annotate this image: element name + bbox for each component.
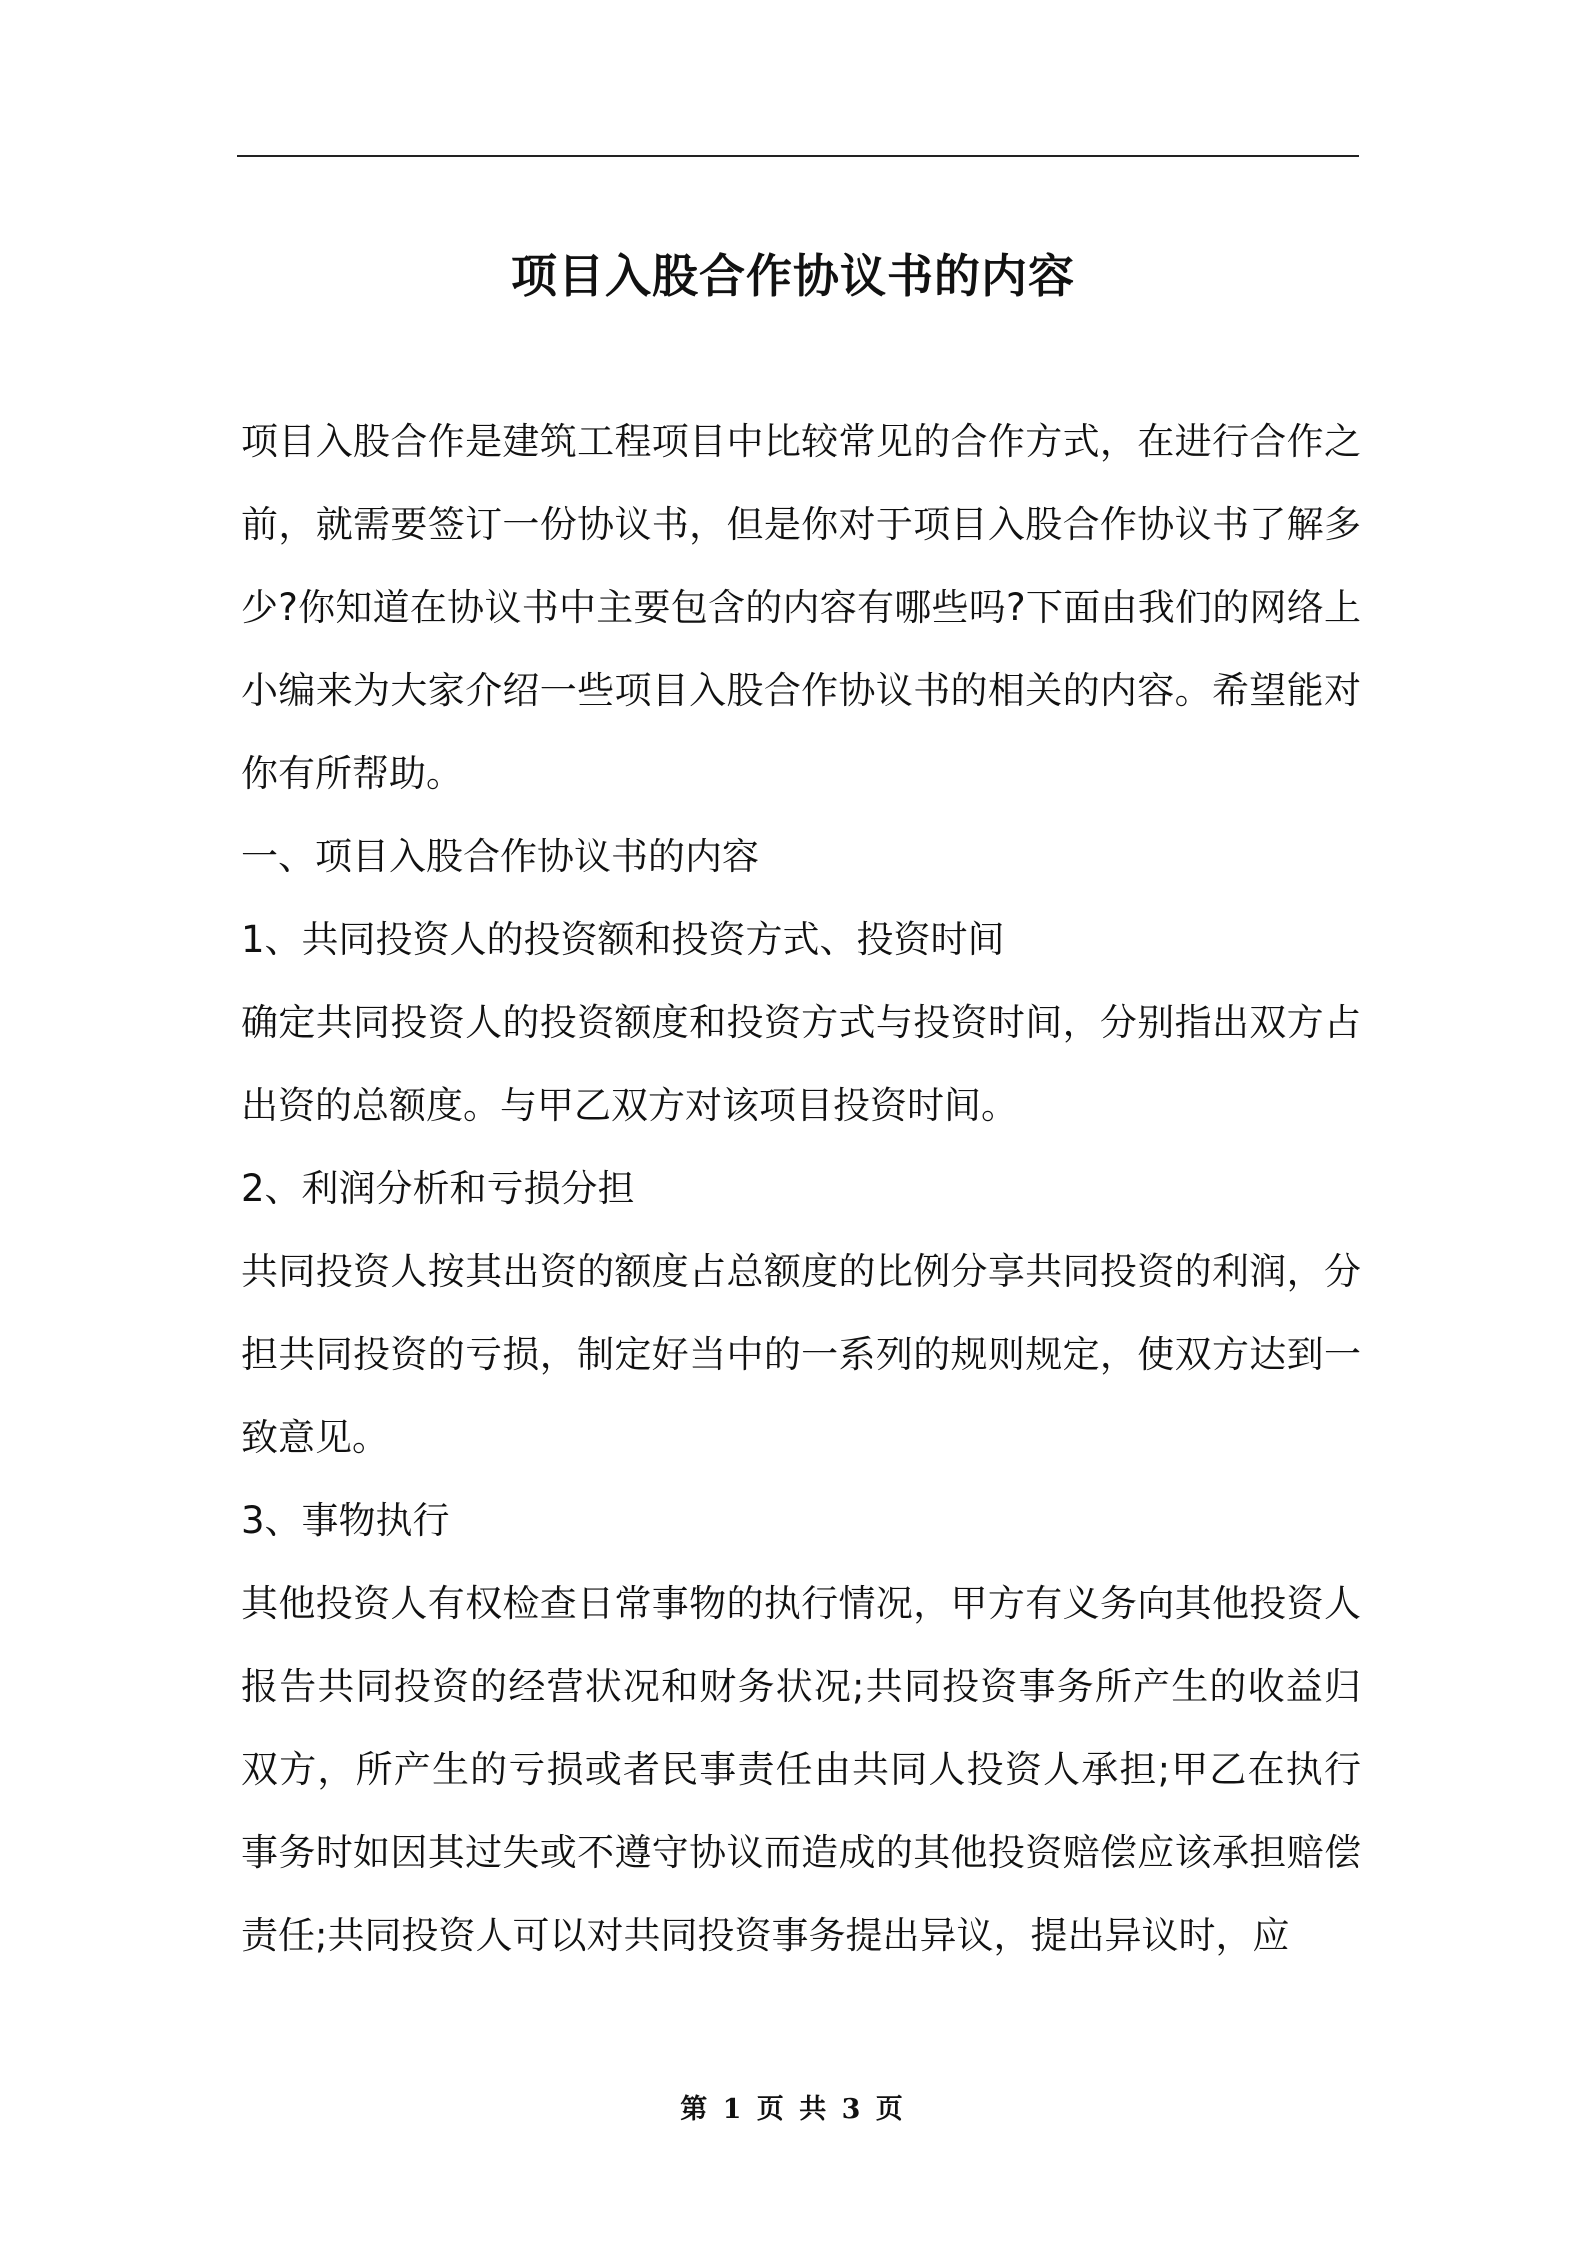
document-body	[241, 400, 1361, 1977]
header-rule	[237, 155, 1359, 157]
subsection-heading-1: 1、共同投资人的投资额和投资方式、投资时间	[241, 918, 1005, 961]
subsection-paragraph-2: 共同投资人按其出资的额度占总额度的比例分享共同投资的利润，分担共同投资的亏损，制定好当中的一系列的规则规定，使双方达到一致意见。	[241, 1250, 1361, 1459]
page-number-footer: 第 1 页 共 3 页	[680, 2094, 906, 2125]
document-title: 项目入股合作协议书的内容	[511, 248, 1075, 303]
subsection-heading-3: 3、事物执行	[241, 1499, 450, 1542]
subsection-paragraph-3: 其他投资人有权检查日常事物的执行情况，甲方有义务向其他投资人报告共同投资的经营状况和财务状况;共同投资事务所产生的收益归双方，所产生的亏损或者民事责任由共同人投资人承担;甲乙在执行事务时如因其过失或不遵守协议而造成的其他投资赔偿应该承担赔偿责任;共同投资人可以对共同投资事务提出异议，提出异议时，应	[241, 1582, 1361, 1957]
subsection-paragraph-1: 确定共同投资人的投资额度和投资方式与投资时间，分别指出双方占出资的总额度。与甲乙双方对该项目投资时间。	[241, 1001, 1361, 1127]
subsection-heading-2: 2、利润分析和亏损分担	[241, 1167, 635, 1210]
intro-paragraph: 项目入股合作是建筑工程项目中比较常见的合作方式，在进行合作之前，就需要签订一份协议书，但是你对于项目入股合作协议书了解多少?你知道在协议书中主要包含的内容有哪些吗?下面由我们的网络上小编来为大家介绍一些项目入股合作协议书的相关的内容。希望能对你有所帮助。	[241, 420, 1361, 795]
section-heading-1: 一、项目入股合作协议书的内容	[241, 835, 759, 878]
